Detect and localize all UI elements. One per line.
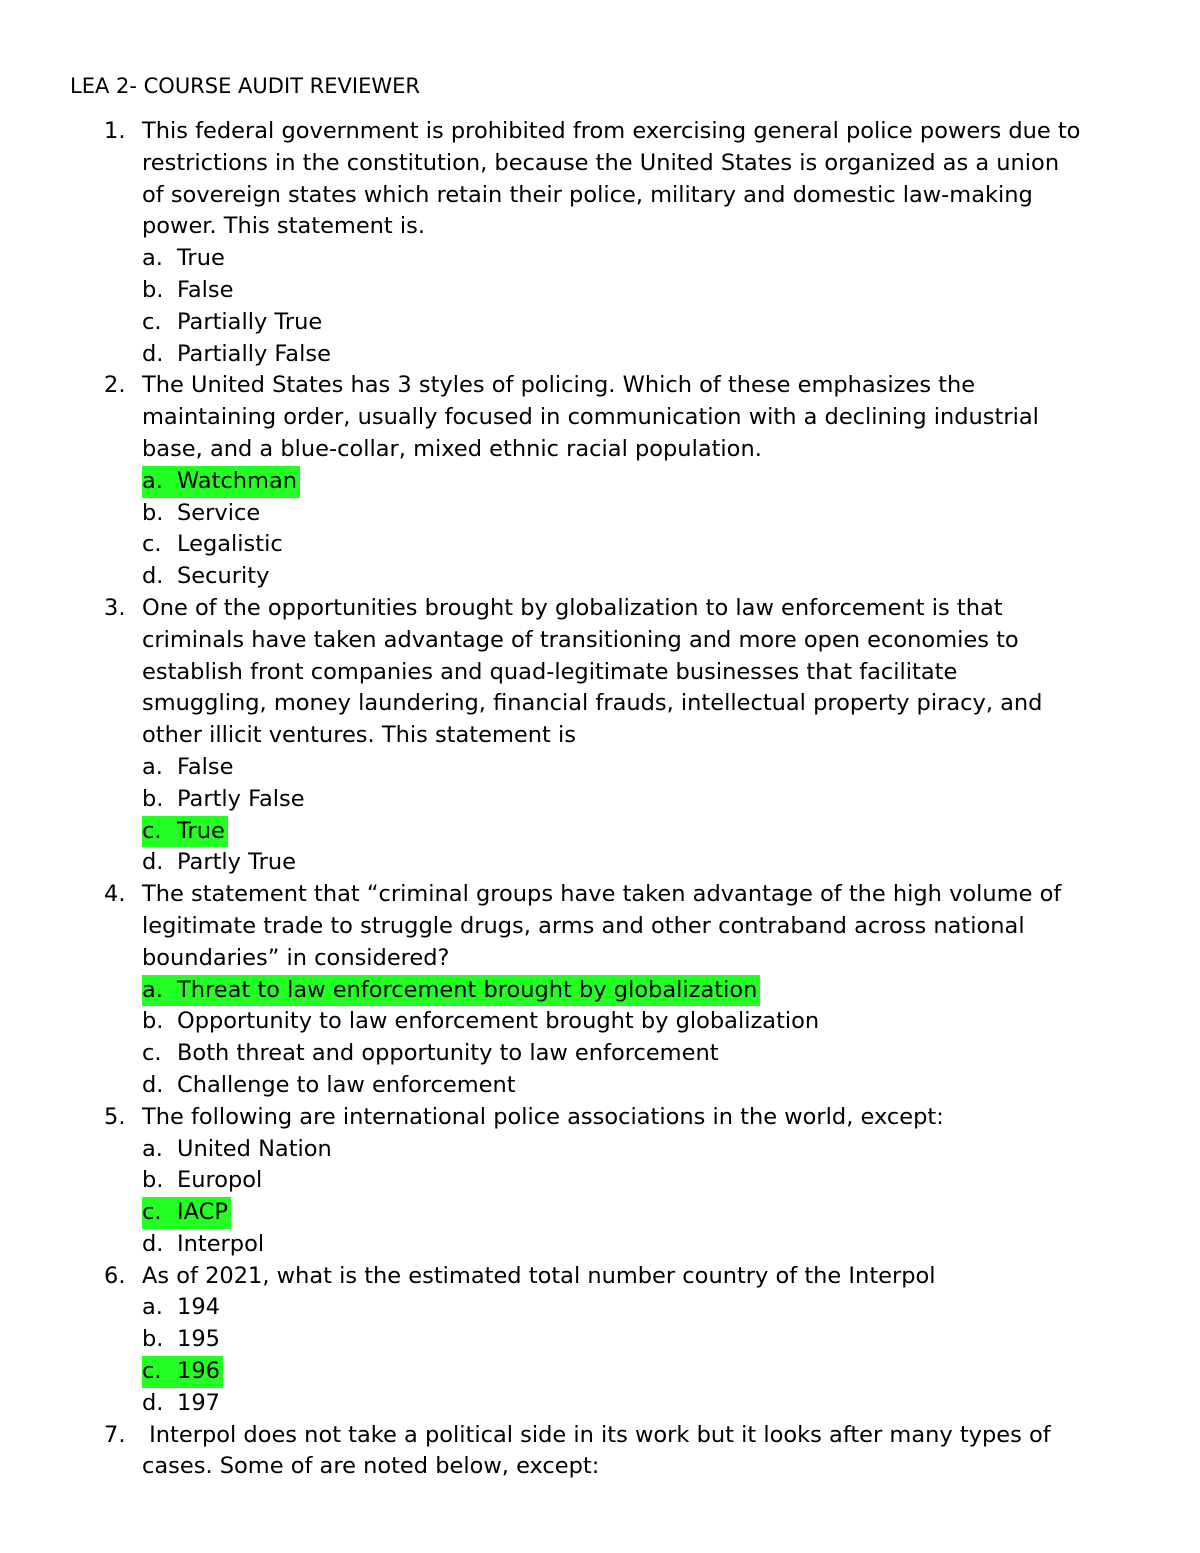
question-text: restrictions in the constitution, because the United States is organized as a union	[142, 149, 1060, 176]
answer-option-content	[142, 1165, 265, 1197]
option-label: a.	[142, 1294, 163, 1321]
option-text: Challenge to law enforcement	[177, 1071, 516, 1098]
answer-option-content	[142, 1070, 519, 1102]
answer-option	[0, 1006, 1200, 1038]
question-text: of sovereign states which retain their police, military and domestic law-making	[142, 181, 1033, 208]
question-number: 1.	[104, 118, 126, 144]
answer-option-highlighted	[142, 466, 300, 498]
option-label: c.	[142, 1358, 162, 1385]
answer-option-content	[142, 529, 286, 561]
option-label: c.	[142, 1040, 162, 1067]
option-text: True	[177, 245, 225, 272]
question-text-line	[0, 879, 1200, 911]
answer-option	[0, 1165, 1200, 1197]
answer-option	[0, 307, 1200, 339]
answer-option-content	[142, 561, 272, 593]
question-text: One of the opportunities brought by globalization to law enforcement is that	[142, 594, 1003, 621]
option-label: d.	[142, 1071, 164, 1098]
question-text-line	[0, 593, 1200, 625]
answer-option	[0, 1292, 1200, 1324]
answer-option	[0, 816, 1200, 848]
option-text: Partially True	[177, 308, 323, 335]
answer-option-highlighted	[142, 1356, 223, 1388]
option-text: Service	[177, 499, 261, 526]
question-text: cases. Some of are noted below, except:	[142, 1453, 600, 1480]
question-text: The following are international police associations in the world, except:	[142, 1103, 944, 1130]
option-label: d.	[142, 849, 164, 876]
question-text-line	[0, 1451, 1200, 1483]
question-text-line	[0, 625, 1200, 657]
question-text-line	[0, 720, 1200, 752]
answer-option	[0, 243, 1200, 275]
question-item	[0, 1261, 1200, 1420]
question-text: The United States has 3 styles of policing. Which of these emphasizes the	[142, 372, 976, 399]
question-text-line	[0, 688, 1200, 720]
question-text-line	[0, 1261, 1200, 1293]
question-number: 6.	[104, 1262, 126, 1289]
answer-option-content	[142, 1292, 223, 1324]
question-text: boundaries” in considered?	[142, 944, 450, 971]
answer-option-content	[142, 752, 236, 784]
option-label: a.	[142, 467, 163, 494]
question-item	[0, 1102, 1200, 1261]
answer-option	[0, 1197, 1200, 1229]
answer-option-content	[142, 498, 263, 530]
option-text: Both threat and opportunity to law enforcement	[177, 1040, 719, 1067]
question-text: maintaining order, usually focused in communication with a declining industrial	[142, 404, 1039, 431]
answer-option-content	[142, 339, 334, 371]
question-item	[0, 370, 1200, 593]
answer-option	[0, 1229, 1200, 1261]
answer-option	[0, 752, 1200, 784]
answer-option-content	[142, 784, 308, 816]
question-number: 5.	[104, 1103, 126, 1130]
question-text-line	[0, 1102, 1200, 1134]
answer-option	[0, 275, 1200, 307]
answer-option-content	[142, 1134, 335, 1166]
question-number: 7.	[104, 1421, 126, 1448]
question-text: criminals have taken advantage of transitioning and more open economies to	[142, 626, 1019, 653]
option-label: b.	[142, 499, 164, 526]
page-title: LEA 2- COURSE AUDIT REVIEWER	[70, 74, 420, 98]
option-label: b.	[142, 1008, 164, 1035]
answer-option	[0, 1356, 1200, 1388]
option-text: Europol	[177, 1167, 263, 1194]
answer-option	[0, 529, 1200, 561]
option-text: Interpol	[177, 1230, 265, 1257]
option-text: False	[177, 753, 234, 780]
option-text: Partly False	[177, 785, 305, 812]
option-text: IACP	[177, 1199, 228, 1226]
answer-option-highlighted	[142, 975, 760, 1007]
option-text: Partially False	[177, 340, 331, 367]
option-text: False	[177, 276, 234, 303]
question-text: This federal government is prohibited from exercising general police powers due to	[142, 118, 1081, 144]
question-text-line	[0, 911, 1200, 943]
question-number: 4.	[104, 881, 126, 908]
question-item	[0, 593, 1200, 879]
answer-option-content	[142, 1038, 722, 1070]
answer-option-content	[142, 1229, 267, 1261]
option-text: Opportunity to law enforcement brought by globalization	[177, 1008, 820, 1035]
question-text: other illicit ventures. This statement is	[142, 722, 576, 749]
question-text: smuggling, money laundering, financial frauds, intellectual property piracy, and	[142, 690, 1043, 717]
question-text-line	[0, 180, 1200, 212]
question-item	[0, 1420, 1200, 1484]
question-text: As of 2021, what is the estimated total number country of the Interpol	[142, 1262, 936, 1289]
option-text: True	[177, 817, 225, 844]
option-label: c.	[142, 1199, 162, 1226]
question-text: establish front companies and quad-legitimate businesses that facilitate	[142, 658, 958, 685]
option-label: c.	[142, 531, 162, 558]
option-label: d.	[142, 563, 164, 590]
answer-option	[0, 1324, 1200, 1356]
answer-option-content	[142, 275, 236, 307]
answer-option	[0, 975, 1200, 1007]
question-text: The statement that “criminal groups have taken advantage of the high volume of	[142, 881, 1062, 908]
answer-option	[0, 1388, 1200, 1420]
question-text-line	[0, 148, 1200, 180]
option-text: 196	[177, 1358, 220, 1385]
option-text: 194	[177, 1294, 220, 1321]
answer-option-content	[142, 243, 228, 275]
option-text: Security	[177, 563, 270, 590]
question-text-line	[0, 116, 1200, 148]
answer-option	[0, 498, 1200, 530]
option-label: d.	[142, 340, 164, 367]
option-text: United Nation	[177, 1135, 332, 1162]
option-label: d.	[142, 1389, 164, 1416]
option-label: a.	[142, 245, 163, 272]
answer-option-highlighted	[142, 1197, 231, 1229]
option-text: 195	[177, 1326, 220, 1353]
answer-option-content	[142, 847, 299, 879]
answer-option-content	[142, 1388, 223, 1420]
question-item	[0, 879, 1200, 1102]
answer-option	[0, 1070, 1200, 1102]
question-text-line	[0, 370, 1200, 402]
option-text: Threat to law enforcement brought by globalization	[177, 976, 758, 1003]
answer-option-content	[142, 307, 325, 339]
question-text: Interpol does not take a political side in its work but it looks after many types of	[142, 1421, 1051, 1448]
option-label: b.	[142, 1167, 164, 1194]
answer-option	[0, 339, 1200, 371]
answer-option	[0, 784, 1200, 816]
answer-option-highlighted	[142, 816, 228, 848]
option-label: c.	[142, 817, 162, 844]
answer-option	[0, 466, 1200, 498]
question-item	[0, 116, 1200, 370]
question-text-line	[0, 434, 1200, 466]
question-text-line	[0, 211, 1200, 243]
question-text-line	[0, 402, 1200, 434]
option-label: b.	[142, 276, 164, 303]
option-label: a.	[142, 753, 163, 780]
question-text-line	[0, 1420, 1200, 1452]
answer-option	[0, 1134, 1200, 1166]
question-text: power. This statement is.	[142, 213, 426, 240]
option-text: Legalistic	[177, 531, 283, 558]
question-number: 3.	[104, 594, 126, 621]
option-text: Partly True	[177, 849, 296, 876]
question-list	[0, 116, 1200, 1483]
option-text: Watchman	[177, 467, 298, 494]
question-text-line	[0, 943, 1200, 975]
answer-option	[0, 1038, 1200, 1070]
question-text-line	[0, 657, 1200, 689]
option-label: b.	[142, 1326, 164, 1353]
option-label: a.	[142, 976, 163, 1003]
option-label: c.	[142, 308, 162, 335]
option-text: 197	[177, 1389, 220, 1416]
question-text: legitimate trade to struggle drugs, arms and other contraband across national	[142, 912, 1025, 939]
answer-option-content	[142, 1006, 822, 1038]
answer-option	[0, 847, 1200, 879]
option-label: b.	[142, 785, 164, 812]
question-number: 2.	[104, 372, 126, 399]
answer-option	[0, 561, 1200, 593]
question-text: base, and a blue-collar, mixed ethnic racial population.	[142, 435, 762, 462]
option-label: d.	[142, 1230, 164, 1257]
answer-option-content	[142, 1324, 223, 1356]
option-label: a.	[142, 1135, 163, 1162]
